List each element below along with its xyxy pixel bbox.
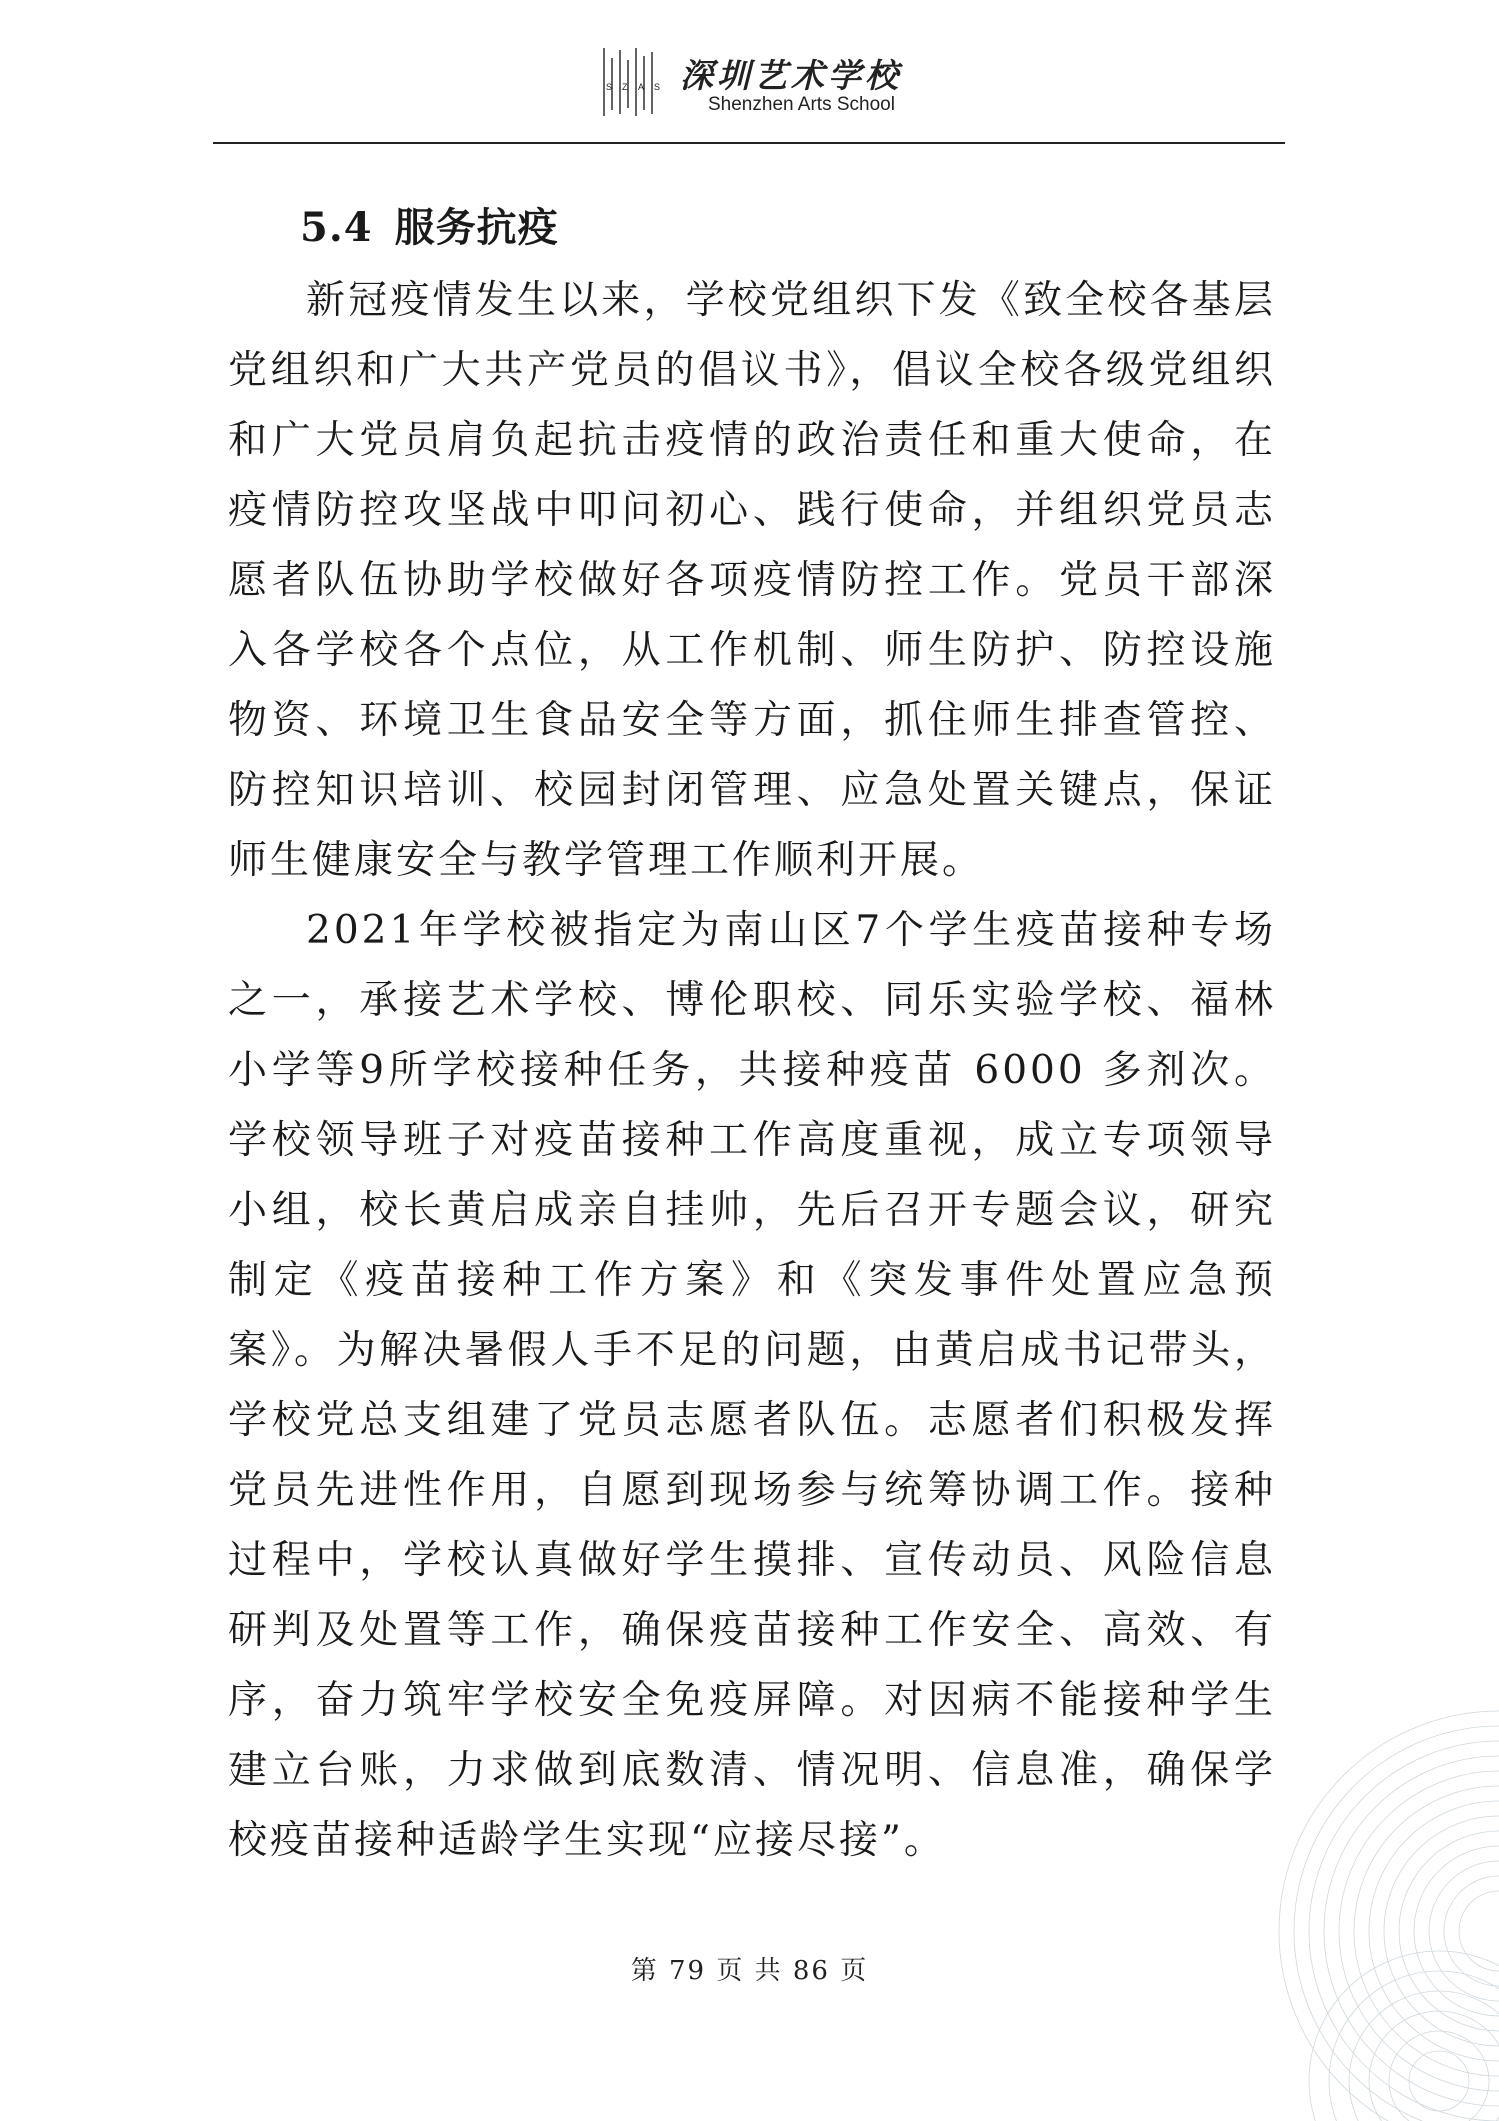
school-name-cn: 深圳艺术学校	[680, 56, 902, 95]
svg-text:Z: Z	[622, 82, 628, 92]
paragraph: 2021年学校被指定为南山区7个学生疫苗接种专场之一，承接艺术学校、博伦职校、同乐实验学校、福林小学等9所学校接种任务，共接种疫苗 6000 多剂次。学校领导班子对疫苗接种工作高度重视，成立专项领导小组，校长黄启成亲自挂帅，先后召开专题会议，研究制定《疫苗接种工作方案》和《突发事件处置应急预案》。为解决暑假人手不足的问题，由黄启成书记带头，学校党总支组建了党员志愿者队伍。志愿者们积极发挥党员先进性作用，自愿到现场参与统筹协调工作。接种过程中，学校认真做好学生摸排、宣传动员、风险信息研判及处置等工作，确保疫苗接种工作安全、高效、有序，奋力筑牢学校安全免疫屏障。对因病不能接种学生建立台账，力求做到底数清、情况明、信息准，确保学校疫苗接种适龄学生实现“应接尽接”。	[228, 908, 1276, 1863]
page-header	[600, 44, 900, 124]
svg-text:A: A	[638, 82, 645, 92]
paragraph: 新冠疫情发生以来，学校党组织下发《致全校各基层党组织和广大共产党员的倡议书》，倡议全校各级党组织和广大党员肩负起抗击疫情的政治责任和重大使命，在疫情防控攻坚战中叩问初心、践行使命，并组织党员志愿者队伍协助学校做好各项疫情防控工作。党员干部深入各学校各个点位，从工作机制、师生防护、防控设施物资、环境卫生食品安全等方面，抓住师生排查管控、防控知识培训、校园封闭管理、应急处置关键点，保证师生健康安全与教学管理工作顺利开展。	[228, 278, 1276, 883]
svg-text:S: S	[654, 82, 661, 92]
section-title: 服务抗疫	[394, 204, 559, 251]
body-text	[228, 266, 1276, 1876]
page-number: 第 79 页 共 86 页	[630, 1956, 869, 1986]
header-divider	[213, 142, 1285, 144]
school-logo-icon	[600, 44, 662, 120]
decorative-circles-icon	[1199, 1601, 1499, 2121]
svg-text:S: S	[606, 82, 613, 92]
section-number: 5.4	[300, 204, 373, 251]
school-name-en: Shenzhen Arts School	[708, 94, 895, 115]
section-heading	[300, 196, 559, 253]
